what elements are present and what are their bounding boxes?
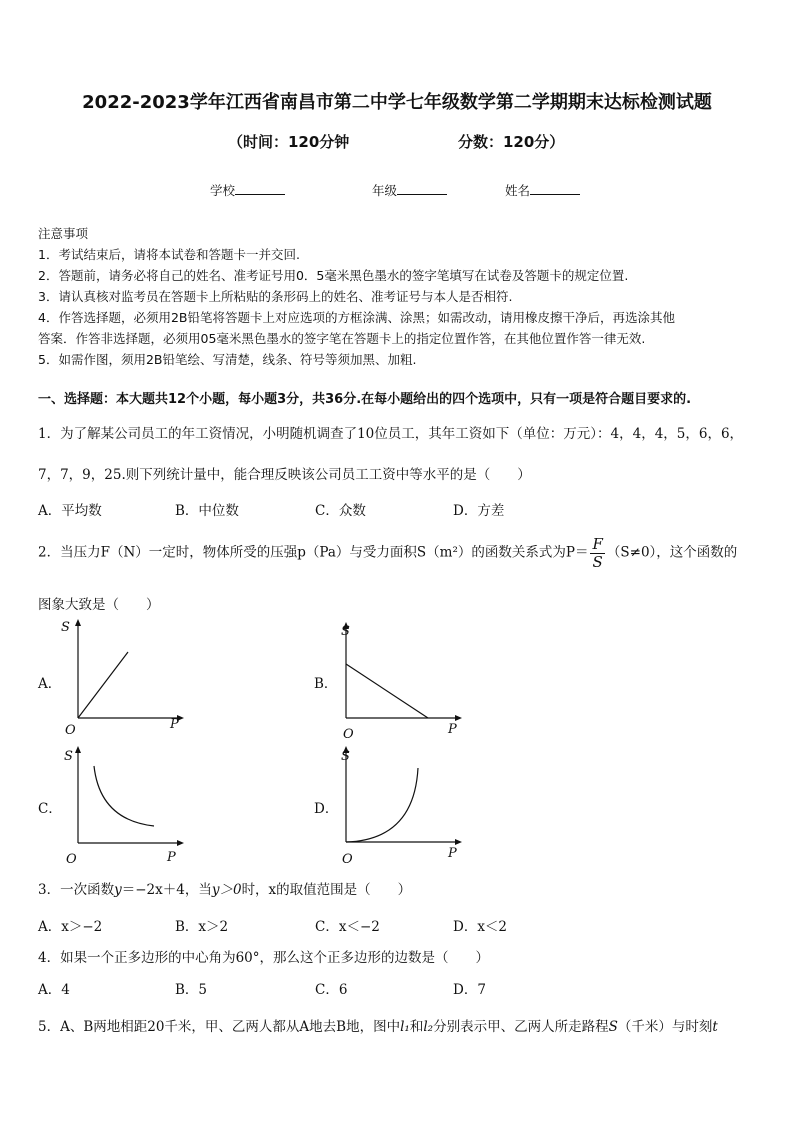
x-axis-arrow [177, 840, 184, 846]
q3-suffix: 时，x的取值范围是（ ） [241, 882, 412, 898]
q2-option-d[interactable]: D． [314, 801, 339, 817]
q3-option-b[interactable]: B．x＞2 [175, 919, 229, 935]
name-blank[interactable] [530, 182, 580, 195]
q4-option-d[interactable]: D．7 [453, 982, 486, 998]
note-item: 答案．作答非选择题，必须用05毫米黑色墨水的签字笔在答题卡上的指定位置作答，在其他位置作答一律无效. [38, 331, 646, 346]
q3-condition: y＞0 [211, 882, 242, 898]
question-4-stem: 4．如果一个正多边形的中心角为60°，那么这个正多边形的边数是（ ） [38, 950, 490, 966]
y-axis-arrow [75, 619, 81, 626]
note-item: 5．如需作图，须用2B铅笔绘、写清楚，线条、符号等须加黑、加粗. [38, 352, 417, 367]
x-axis-label: P [448, 722, 457, 737]
q1-option-c[interactable]: C．众数 [315, 503, 366, 519]
pressure-formula [590, 536, 604, 570]
q3-option-d[interactable]: D．x＜2 [453, 919, 508, 935]
name-label: 姓名 [505, 183, 531, 198]
y-axis-label: S [341, 624, 350, 639]
school-label: 学校 [210, 183, 236, 198]
q1-option-a[interactable]: A．平均数 [38, 503, 102, 519]
formula-denominator: S [592, 552, 603, 571]
q5-s-var: S [608, 1019, 618, 1035]
q5-text-c: （千米）与时刻 [617, 1019, 713, 1035]
exam-score: 分数：120分） [458, 133, 565, 151]
q5-and: 和 [409, 1019, 424, 1035]
notes-heading: 注意事项 [38, 226, 89, 241]
origin-label: O [65, 723, 76, 737]
graph-curve [346, 664, 428, 718]
question-1-stem: 1．为了解某公司员工的年工资情况，小明随机调查了10位员工，其年工资如下（单位：万元）：4，4，4，5，6，6， [38, 426, 744, 442]
graph-a [58, 615, 188, 737]
q3-prefix: 3．一次函数 [38, 882, 115, 898]
q5-text-a: 5．A、B两地相距20千米，甲、乙两人都从A地去B地，图中 [38, 1019, 401, 1035]
graph-curve [78, 652, 128, 718]
graph-b [330, 618, 470, 740]
formula-numerator: F [592, 535, 603, 553]
question-3-stem [38, 878, 411, 898]
question-2-stem-cont: 图象大致是（ ） [38, 597, 160, 613]
school-blank[interactable] [235, 182, 285, 195]
question-2-stem [38, 536, 737, 570]
q5-l2: l₂ [423, 1019, 434, 1035]
note-item: 4．作答选择题，必须用2B铅笔将答题卡上对应选项的方框涂满、涂黑；如需改动，请用橡皮擦干净后，再选涂其他 [38, 310, 675, 325]
section-heading: 一、选择题：本大题共12个小题，每小题3分，共36分.在每小题给出的四个选项中，只有一项是符合题目要求的. [38, 392, 692, 407]
school-field [210, 181, 285, 199]
question-5-stem [38, 1015, 718, 1035]
q5-l1: l₁ [400, 1019, 410, 1035]
x-axis-arrow [455, 715, 462, 721]
q4-option-a[interactable]: A．4 [38, 982, 70, 998]
q1-option-b[interactable]: B．中位数 [175, 503, 239, 519]
q4-option-c[interactable]: C．6 [315, 982, 348, 998]
y-axis-label: S [61, 620, 70, 635]
q2-option-a[interactable]: A． [38, 676, 62, 692]
note-item: 2．答题前，请务必将自己的姓名、准考证号用0．5毫米黑色墨水的签字笔填写在试卷及答题卡的规定位置. [38, 268, 629, 283]
origin-label: O [66, 852, 77, 867]
q4-option-b[interactable]: B．5 [175, 982, 208, 998]
grade-field [372, 181, 447, 199]
graph-curve [94, 766, 154, 826]
y-axis-arrow [75, 746, 81, 753]
q3-y-var: y [114, 882, 122, 898]
grade-label: 年级 [372, 183, 398, 198]
x-axis-label: P [170, 717, 179, 732]
q2-option-c[interactable]: C． [38, 801, 62, 817]
q2-text-b: （S≠0），这个函数的 [606, 544, 738, 561]
note-item: 3．请认真核对监考员在答题卡上所粘贴的条形码上的姓名、准考证号与本人是否相符. [38, 289, 513, 304]
q3-option-a[interactable]: A．x＞−2 [38, 919, 103, 935]
q3-option-c[interactable]: C．x＜−2 [315, 919, 380, 935]
grade-blank[interactable] [397, 182, 447, 195]
q3-mid: ，当 [184, 882, 212, 898]
x-axis-arrow [455, 839, 462, 845]
q2-option-b[interactable]: B． [314, 676, 338, 692]
note-item: 1．考试结束后，请将本试卷和答题卡一并交回. [38, 247, 300, 262]
graph-c [58, 742, 188, 867]
graph-d [330, 742, 470, 867]
name-field [505, 181, 580, 199]
q1-option-d[interactable]: D．方差 [453, 503, 505, 519]
question-1-stem-cont: 7，7，9，25.则下列统计量中，能合理反映该公司员工工资中等水平的是（ ） [38, 467, 531, 483]
q2-text-a: 2．当压力F（N）一定时，物体所受的压强p（Pa）与受力面积S（m²）的函数关系式为P＝ [38, 544, 589, 561]
q5-t-var: t [712, 1019, 718, 1035]
x-axis-label: P [448, 846, 457, 861]
q3-equation: ＝−2x＋4 [121, 882, 185, 898]
exam-time: （时间：120分钟 [228, 133, 350, 151]
page-title: 2022-2023学年江西省南昌市第二中学七年级数学第二学期期末达标检测试题 [82, 92, 712, 113]
graph-curve [346, 768, 418, 842]
q5-text-b: 分别表示甲、乙两人所走路程 [433, 1019, 609, 1035]
y-axis-label: S [64, 749, 73, 764]
origin-label: O [343, 727, 354, 740]
origin-label: O [342, 852, 353, 867]
y-axis-label: S [341, 749, 350, 764]
x-axis-label: P [167, 850, 176, 865]
